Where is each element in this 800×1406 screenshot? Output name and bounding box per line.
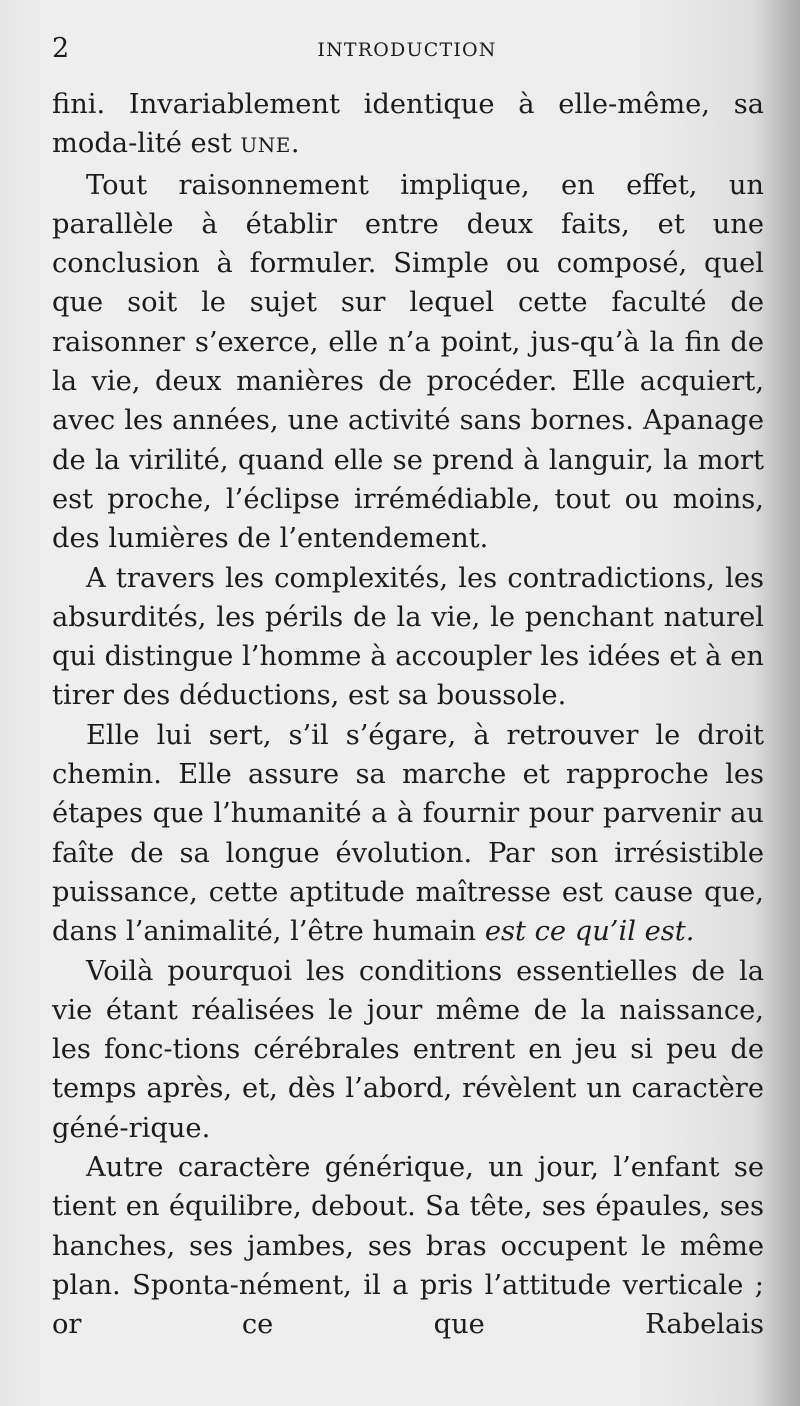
- text-run: Voilà pourquoi les conditions essentielles de la vie étant réalisées le jour même de la naissance, les fonc-tions cérébrales entrent en jeu si peu de temps après, et, dès l’abord, révèlent un caractère géné-rique.: [52, 955, 764, 1144]
- smallcaps-text: UNE: [240, 133, 291, 158]
- text-run: Elle lui sert, s’il s’égare, à retrouver le droit chemin. Elle assure sa marche et rapproche les étapes que l’humanité a à fournir pour parvenir au faîte de sa longue évolution. Par son irrésistible puissance, cette aptitude maîtresse est cause que, dans l’animalité, l’être humain: [52, 719, 764, 948]
- paragraph: [52, 166, 764, 559]
- text-run: fini. Invariablement identique à elle-même, sa moda-lité est: [52, 89, 764, 160]
- page-number: 2: [52, 33, 70, 64]
- paragraph: [52, 952, 764, 1148]
- paragraph: [52, 716, 764, 952]
- italic-text: est ce qu’il est.: [484, 916, 695, 948]
- paragraph: [52, 559, 764, 716]
- page-header: [52, 34, 762, 66]
- body-text: [52, 85, 764, 1345]
- text-run: Autre caractère générique, un jour, l’enfant se tient en équilibre, debout. Sa tête, ses épaules, ses hanches, ses jambes, ses bras occupent le même plan. Sponta-nément, il a pris l’attitude verticale ; or ce que Rabelais: [52, 1152, 764, 1341]
- paragraph: [52, 1148, 764, 1344]
- running-title: INTRODUCTION: [317, 39, 497, 61]
- text-run: .: [290, 128, 300, 160]
- text-run: A travers les complexités, les contradictions, les absurdités, les périls de la vie, le penchant naturel qui distingue l’homme à accoupler les idées et à en tirer des déductions, est sa boussole.: [52, 562, 764, 712]
- text-run: Tout raisonnement implique, en effet, un parallèle à établir entre deux faits, et une conclusion à formuler. Simple ou composé, quel que soit le sujet sur lequel cette faculté de raisonner s’exerce, elle n’a point, jus-qu’à la fin de la vie, deux manières de procéder. Elle acquiert, avec les années, une activité sans bornes. Apanage de la virilité, quand elle se prend à languir, la mort est proche, l’éclipse irrémédiable, tout ou moins, des lumières de l’entendement.: [52, 169, 764, 555]
- paragraph: [52, 85, 764, 166]
